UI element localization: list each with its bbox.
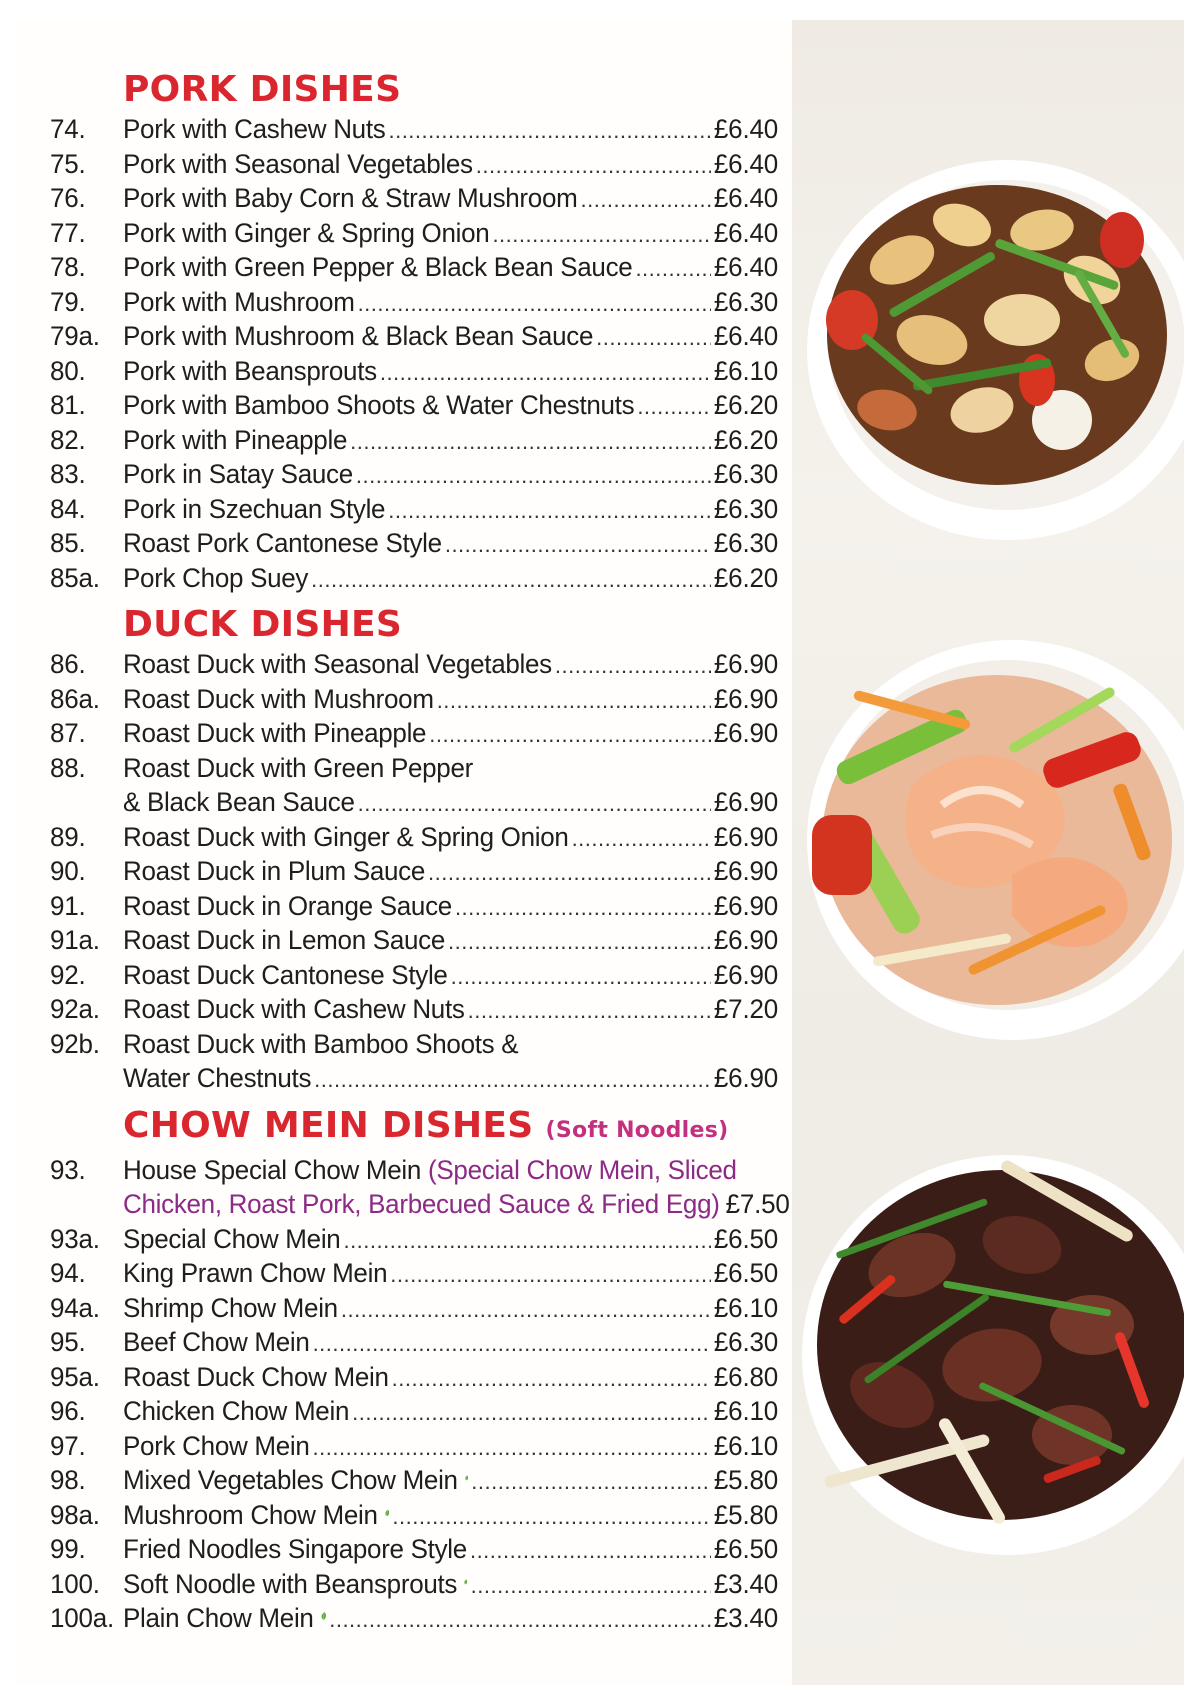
dot-leader	[596, 321, 711, 356]
menu-item	[50, 1325, 778, 1360]
item-price: £6.20	[713, 424, 778, 455]
dot-leader	[637, 390, 711, 425]
section-heading	[123, 603, 778, 647]
item-price: £6.50	[713, 1223, 778, 1254]
menu-item	[50, 992, 778, 1027]
item-number: 86a.	[50, 683, 100, 714]
item-name-continued: & Black Bean Sauce	[123, 786, 355, 818]
menu-item-continuation	[50, 785, 778, 820]
item-number: 79a.	[50, 320, 100, 352]
menu-item	[50, 750, 778, 785]
item-number: 100.	[50, 1568, 100, 1599]
dot-leader	[352, 1396, 711, 1431]
menu-item	[50, 560, 778, 595]
item-number: 79.	[50, 286, 86, 317]
menu-item	[50, 146, 778, 181]
dot-leader	[392, 1499, 711, 1534]
item-number: 93a.	[50, 1223, 100, 1254]
dot-leader	[468, 994, 711, 1029]
menu-item	[50, 647, 778, 682]
item-number: 92b.	[50, 1028, 100, 1059]
item-number: 97.	[50, 1430, 86, 1461]
beef-spring-onion-stir-fry-photo	[792, 1135, 1184, 1555]
dot-leader	[390, 1258, 711, 1293]
item-number: 92.	[50, 959, 86, 990]
item-name: Pork Chow Mein	[123, 1430, 310, 1461]
item-number: 84.	[50, 493, 86, 524]
dot-leader	[476, 148, 711, 183]
item-name: Roast Duck in Orange Sauce	[123, 890, 452, 921]
dot-leader	[572, 821, 711, 856]
item-price: £6.50	[713, 1257, 778, 1289]
menu-item	[50, 1532, 778, 1567]
item-number: 86.	[50, 648, 86, 680]
item-price: £6.90	[713, 786, 778, 818]
dot-leader	[356, 459, 711, 494]
item-description-continued: Chicken, Roast Pork, Barbecued Sauce & Fried Egg)	[123, 1188, 720, 1220]
menu-item	[50, 1026, 778, 1061]
item-number: 88.	[50, 752, 86, 783]
item-price: £6.20	[713, 389, 778, 421]
section-heading	[123, 68, 778, 112]
item-name: Pork with Mushroom	[123, 286, 355, 317]
menu-item	[50, 1394, 778, 1429]
item-number: 99.	[50, 1533, 86, 1565]
item-number: 85.	[50, 527, 86, 559]
item-price: £6.10	[713, 1292, 778, 1323]
item-name: Roast Duck with Green Pepper	[123, 752, 473, 783]
item-name: Beef Chow Mein	[123, 1326, 310, 1358]
dot-leader	[329, 1603, 711, 1638]
menu-item	[50, 215, 778, 250]
item-name: Roast Duck Chow Mein	[123, 1361, 389, 1392]
item-name: Roast Duck with Mushroom	[123, 683, 434, 714]
item-name: Roast Duck with Bamboo Shoots &	[123, 1028, 519, 1059]
menu-item-list	[50, 1153, 790, 1636]
item-price: £5.80	[713, 1499, 778, 1530]
menu-item	[50, 388, 778, 423]
dot-leader	[555, 649, 711, 684]
menu-item	[50, 1152, 778, 1187]
item-price: £6.80	[713, 1361, 778, 1392]
item-name: Pork with Green Pepper & Black Bean Sauce	[123, 251, 633, 283]
item-name: Roast Duck with Ginger & Spring Onion	[123, 821, 569, 852]
menu-item	[50, 112, 778, 147]
menu-section	[50, 1104, 790, 1636]
dot-leader	[350, 424, 711, 459]
item-name: Pork with Seasonal Vegetables	[123, 148, 473, 179]
item-number: 83.	[50, 458, 86, 490]
item-price: £6.90	[713, 717, 778, 749]
dot-leader	[358, 787, 711, 822]
menu-item	[50, 526, 778, 561]
vegetarian-leaf-icon	[465, 1467, 469, 1489]
dot-leader	[471, 1568, 711, 1603]
menu-item	[50, 854, 778, 889]
item-price: £6.90	[713, 924, 778, 956]
item-name: Roast Duck with Cashew Nuts	[123, 993, 465, 1025]
item-name: Roast Duck in Lemon Sauce	[123, 924, 446, 956]
vegetarian-leaf-icon	[385, 1501, 390, 1523]
item-name: Pork with Mushroom & Black Bean Sauce	[123, 320, 594, 352]
menu-section	[50, 603, 778, 1096]
item-name: Pork with Pineapple	[123, 424, 348, 455]
item-name: Soft Noodle with Beansprouts	[123, 1568, 458, 1599]
item-name: Pork with Beansprouts	[123, 355, 377, 386]
item-price: £6.40	[713, 182, 778, 214]
menu-item	[50, 1566, 778, 1601]
item-name: Shrimp Chow Mein	[123, 1292, 338, 1323]
menu-item-list	[50, 112, 778, 595]
menu-column	[50, 68, 790, 1636]
item-price: £6.90	[713, 855, 778, 887]
item-name: Roast Duck with Pineapple	[123, 717, 427, 749]
section-subtitle: (Soft Noodles)	[545, 1117, 729, 1143]
dot-leader	[429, 718, 711, 753]
menu-item	[50, 284, 778, 319]
item-price: £7.20	[713, 993, 778, 1025]
menu-item	[50, 181, 778, 216]
item-number: 87.	[50, 717, 86, 749]
menu-item	[50, 1428, 778, 1463]
item-name: King Prawn Chow Mein	[123, 1257, 388, 1289]
item-price: £3.40	[713, 1602, 778, 1634]
item-name: Plain Chow Mein	[123, 1602, 314, 1634]
item-number: 93.	[50, 1154, 86, 1185]
item-name: Pork in Szechuan Style	[123, 493, 386, 524]
menu-item	[50, 319, 778, 354]
prawn-vegetable-stir-fry-photo	[792, 615, 1184, 1055]
item-price: £6.90	[713, 821, 778, 852]
dot-leader	[448, 925, 711, 960]
menu-item	[50, 250, 778, 285]
item-name: Pork with Cashew Nuts	[123, 113, 386, 145]
item-price: £6.40	[713, 113, 778, 145]
menu-item-list	[50, 647, 778, 1096]
item-name: Roast Duck Cantonese Style	[123, 959, 448, 990]
item-price: £7.50	[725, 1188, 790, 1220]
section-title: PORK DISHES	[123, 69, 402, 110]
item-number: 77.	[50, 217, 86, 248]
item-price: £6.40	[713, 320, 778, 352]
menu-item	[50, 888, 778, 923]
menu-item	[50, 1221, 778, 1256]
dot-leader	[313, 1327, 711, 1362]
item-name: House Special Chow Mein	[123, 1154, 422, 1185]
dot-leader	[445, 528, 711, 563]
item-number: 89.	[50, 821, 86, 852]
item-price: £6.90	[713, 683, 778, 714]
item-number: 96.	[50, 1395, 86, 1427]
menu-item	[50, 819, 778, 854]
item-price: £6.90	[713, 959, 778, 990]
item-price: £6.30	[713, 458, 778, 490]
dot-leader	[470, 1534, 711, 1569]
item-number: 82.	[50, 424, 86, 455]
menu-item	[50, 716, 778, 751]
item-number: 78.	[50, 251, 86, 283]
item-price: £6.90	[713, 1062, 778, 1094]
item-number: 85a.	[50, 562, 100, 593]
item-name: Roast Duck in Plum Sauce	[123, 855, 426, 887]
cashew-stir-fry-photo	[792, 110, 1184, 550]
dot-leader	[635, 252, 710, 287]
section-title: CHOW MEIN DISHES	[123, 1104, 534, 1146]
item-name: Chicken Chow Mein	[123, 1395, 350, 1427]
item-description: (Special Chow Mein, Sliced	[428, 1154, 737, 1185]
item-number: 98.	[50, 1464, 86, 1496]
menu-item	[50, 422, 778, 457]
item-number: 95a.	[50, 1361, 100, 1392]
item-name: Roast Pork Cantonese Style	[123, 527, 442, 559]
dot-leader	[451, 959, 711, 994]
dot-leader	[455, 890, 711, 925]
menu-item-continuation	[50, 1061, 778, 1096]
dot-leader	[311, 562, 711, 597]
menu-item	[50, 1256, 778, 1291]
item-name-continued: Water Chestnuts	[123, 1062, 312, 1094]
menu-item	[50, 1290, 778, 1325]
item-number: 75.	[50, 148, 86, 179]
item-price: £6.90	[713, 890, 778, 921]
item-name: Mixed Vegetables Chow Mein	[123, 1464, 458, 1496]
menu-item	[50, 491, 778, 526]
item-price: £6.30	[713, 493, 778, 524]
menu-item	[50, 457, 778, 492]
menu-item-continuation	[50, 1187, 790, 1222]
menu-section	[50, 68, 778, 595]
dot-leader	[343, 1223, 710, 1258]
dot-leader	[380, 355, 711, 390]
item-name: Pork Chop Suey	[123, 562, 309, 593]
item-number: 74.	[50, 113, 86, 145]
vegetarian-leaf-icon	[464, 1570, 468, 1592]
section-title: DUCK DISHES	[123, 604, 403, 645]
menu-item	[50, 353, 778, 388]
dot-leader	[471, 1465, 711, 1500]
item-price: £6.10	[713, 1395, 778, 1427]
item-price: £6.30	[713, 286, 778, 317]
item-price: £6.20	[713, 562, 778, 593]
dot-leader	[313, 1430, 711, 1465]
item-name: Pork with Bamboo Shoots & Water Chestnuts	[123, 389, 635, 421]
item-number: 80.	[50, 355, 86, 386]
item-price: £6.30	[713, 527, 778, 559]
item-number: 92a.	[50, 993, 100, 1025]
item-price: £6.10	[713, 355, 778, 386]
item-number: 90.	[50, 855, 86, 887]
dot-leader	[341, 1292, 711, 1327]
item-name: Special Chow Mein	[123, 1223, 341, 1254]
item-number: 91.	[50, 890, 86, 921]
menu-item	[50, 1463, 778, 1498]
item-name: Roast Duck with Seasonal Vegetables	[123, 648, 552, 680]
item-name: Fried Noodles Singapore Style	[123, 1533, 467, 1565]
item-price: £6.40	[713, 148, 778, 179]
menu-item	[50, 681, 778, 716]
item-number: 98a.	[50, 1499, 100, 1530]
dot-leader	[392, 1361, 711, 1396]
item-number: 76.	[50, 182, 86, 214]
item-price: £6.10	[713, 1430, 778, 1461]
item-number: 94a.	[50, 1292, 100, 1323]
dot-leader	[492, 217, 710, 252]
item-price: £6.50	[713, 1533, 778, 1565]
item-price: £3.40	[713, 1568, 778, 1599]
item-name: Pork with Baby Corn & Straw Mushroom	[123, 182, 578, 214]
item-price: £5.80	[713, 1464, 778, 1496]
dot-leader	[428, 856, 711, 891]
menu-item	[50, 1601, 778, 1636]
dot-leader	[314, 1063, 711, 1098]
item-name: Pork in Satay Sauce	[123, 458, 353, 490]
dot-leader	[437, 683, 711, 718]
item-price: £6.90	[713, 648, 778, 680]
dot-leader	[388, 114, 710, 149]
menu-item	[50, 957, 778, 992]
dot-leader	[580, 183, 710, 218]
item-number: 94.	[50, 1257, 86, 1289]
item-price: £6.40	[713, 251, 778, 283]
vegetarian-leaf-icon	[321, 1605, 327, 1627]
menu-item	[50, 1497, 778, 1532]
item-price: £6.40	[713, 217, 778, 248]
item-price: £6.30	[713, 1326, 778, 1358]
photo-strip	[792, 20, 1184, 1685]
item-name: Mushroom Chow Mein	[123, 1499, 378, 1530]
dot-leader	[388, 493, 711, 528]
item-number: 100a.	[50, 1602, 115, 1634]
section-heading	[123, 1104, 778, 1153]
menu-item	[50, 923, 778, 958]
menu-item	[50, 1359, 778, 1394]
item-number: 81.	[50, 389, 86, 421]
item-number: 95.	[50, 1326, 86, 1358]
item-number: 91a.	[50, 924, 100, 956]
item-name: Pork with Ginger & Spring Onion	[123, 217, 490, 248]
dot-leader	[358, 286, 711, 321]
